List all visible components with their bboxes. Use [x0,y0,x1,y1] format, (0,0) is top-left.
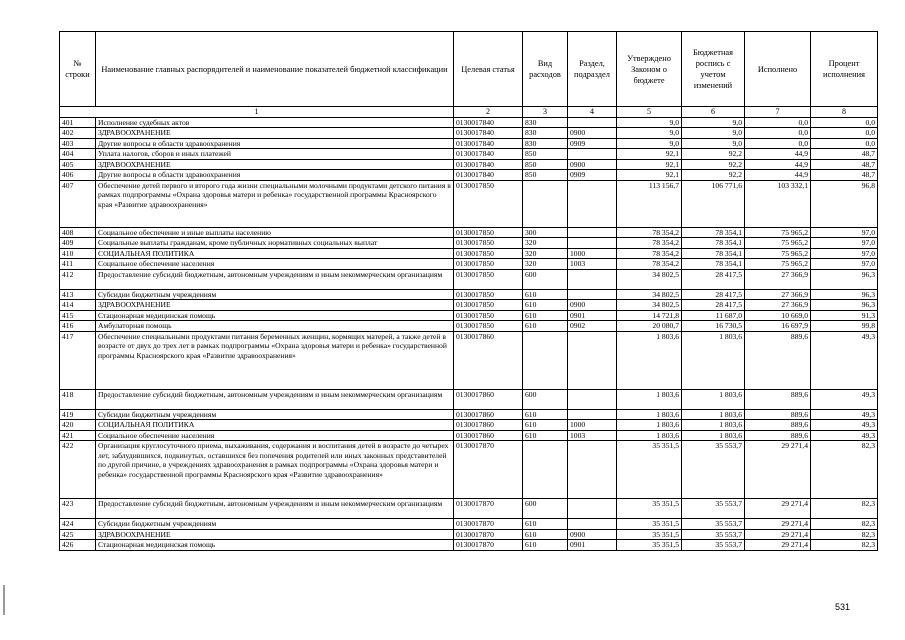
executed-amount-cell: 29 271,4 [745,499,811,519]
executed-amount-cell: 16 697,9 [745,321,811,332]
budget-plan-amount-cell: 28 417,5 [682,300,745,311]
target-article-cell: 0130017870 [454,499,523,519]
row-number-cell: 420 [60,420,96,431]
section-cell: 1003 [568,430,617,441]
row-number-cell: 407 [60,180,96,227]
row-number-cell: 406 [60,170,96,181]
target-article-cell: 0130017870 [454,519,523,530]
section-cell [568,331,617,389]
approved-amount-cell: 14 721,8 [617,310,682,321]
row-name-cell: ЗДРАВООХРАНЕНИЕ [96,128,454,139]
header-row [60,32,878,107]
col-header-target-article: Целевая статья [454,32,523,107]
budget-plan-amount-cell: 35 553,7 [682,529,745,540]
table-row [60,430,878,441]
table-row [60,138,878,149]
approved-amount-cell: 35 351,5 [617,529,682,540]
expense-type-cell: 610 [523,300,568,311]
column-number-row [60,107,878,118]
target-article-cell: 0130017870 [454,441,523,499]
budget-plan-amount-cell: 9,0 [682,138,745,149]
approved-amount-cell: 1 803,6 [617,331,682,389]
col-number-7: 7 [745,107,811,118]
target-article-cell: 0130017870 [454,529,523,540]
section-cell [568,519,617,530]
table-row [60,259,878,270]
executed-amount-cell: 44,9 [745,149,811,160]
budget-plan-amount-cell: 35 553,7 [682,519,745,530]
col-number-6: 6 [682,107,745,118]
executed-amount-cell: 75 965,2 [745,259,811,270]
section-cell [568,117,617,128]
approved-amount-cell: 35 351,5 [617,519,682,530]
row-number-cell: 403 [60,138,96,149]
expense-type-cell: 610 [523,310,568,321]
percent-cell: 97,0 [811,259,878,270]
section-cell [568,238,617,249]
target-article-cell: 0130017850 [454,321,523,332]
percent-cell: 96,3 [811,269,878,289]
section-cell: 0900 [568,159,617,170]
approved-amount-cell: 92,1 [617,159,682,170]
approved-amount-cell: 92,1 [617,170,682,181]
target-article-cell: 0130017840 [454,128,523,139]
approved-amount-cell: 78 354,2 [617,248,682,259]
row-name-cell: Обеспечение специальными продуктами питания беременных женщин, кормящих матерей, а также детей в возрасте от двух до трех лет в рамках подпрограммы «Охрана здоровья матери и ребенка» государственной программы Красноярского края «Развитие здравоохранения» [96,331,454,389]
target-article-cell: 0130017850 [454,238,523,249]
approved-amount-cell: 9,0 [617,128,682,139]
executed-amount-cell: 103 332,1 [745,180,811,227]
row-name-cell: Организация круглосуточного приема, выхаживания, содержания и воспитания детей в возрасте до четырех лет, заблудившихся, подкинутых, оставшихся без попечения родителей или иных законных представителей по другой причине, в учреждениях здравоохранения в рамках подпрограммы «Охрана здоровья матери и ребенка» государственной программы Красноярского края «Развитие здравоохранения» [96,441,454,499]
percent-cell: 82,3 [811,529,878,540]
target-article-cell: 0130017840 [454,149,523,160]
budget-plan-amount-cell: 11 687,0 [682,310,745,321]
approved-amount-cell: 78 354,2 [617,238,682,249]
percent-cell: 48,7 [811,170,878,181]
target-article-cell: 0130017850 [454,310,523,321]
percent-cell: 49,3 [811,420,878,431]
row-number-cell: 409 [60,238,96,249]
expense-type-cell: 830 [523,117,568,128]
section-cell: 0901 [568,540,617,551]
approved-amount-cell: 1 803,6 [617,409,682,420]
target-article-cell: 0130017840 [454,159,523,170]
executed-amount-cell: 0,0 [745,117,811,128]
row-number-cell: 421 [60,430,96,441]
table-body [60,117,878,550]
row-number-cell: 423 [60,499,96,519]
budget-plan-amount-cell: 92,2 [682,149,745,160]
approved-amount-cell: 1 803,6 [617,389,682,409]
col-header-percent: Процент исполнения [811,32,878,107]
col-header-expense-type: Вид расходов [523,32,568,107]
approved-amount-cell: 78 354,2 [617,227,682,238]
approved-amount-cell: 34 802,5 [617,269,682,289]
row-name-cell: Предоставление субсидий бюджетным, автономным учреждениям и иным некоммерческим организациям [96,389,454,409]
target-article-cell: 0130017860 [454,430,523,441]
executed-amount-cell: 29 271,4 [745,519,811,530]
row-name-cell: Исполнение судебных актов [96,117,454,128]
row-name-cell: Социальное обеспечение населения [96,430,454,441]
row-number-cell: 411 [60,259,96,270]
percent-cell: 49,3 [811,430,878,441]
percent-cell: 82,3 [811,519,878,530]
table-row [60,170,878,181]
row-number-cell: 426 [60,540,96,551]
percent-cell: 82,3 [811,540,878,551]
table-row [60,128,878,139]
row-number-cell: 418 [60,389,96,409]
approved-amount-cell: 35 351,5 [617,441,682,499]
expense-type-cell: 600 [523,269,568,289]
col-number-4: 4 [568,107,617,118]
section-cell: 1000 [568,248,617,259]
row-name-cell: ЗДРАВООХРАНЕНИЕ [96,529,454,540]
table-row [60,227,878,238]
row-name-cell: Уплата налогов, сборов и иных платежей [96,149,454,160]
row-name-cell: Стационарная медицинская помощь [96,540,454,551]
table-row [60,248,878,259]
budget-plan-amount-cell: 1 803,6 [682,409,745,420]
row-name-cell: ЗДРАВООХРАНЕНИЕ [96,300,454,311]
budget-plan-amount-cell: 1 803,6 [682,331,745,389]
executed-amount-cell: 29 271,4 [745,441,811,499]
expense-type-cell: 610 [523,321,568,332]
percent-cell: 97,0 [811,227,878,238]
executed-amount-cell: 889,6 [745,331,811,389]
section-cell [568,149,617,160]
expense-type-cell: 600 [523,389,568,409]
expense-type-cell: 610 [523,529,568,540]
executed-amount-cell: 75 965,2 [745,238,811,249]
table-row [60,310,878,321]
target-article-cell: 0130017840 [454,170,523,181]
expense-type-cell: 300 [523,227,568,238]
executed-amount-cell: 889,6 [745,430,811,441]
executed-amount-cell: 29 271,4 [745,529,811,540]
target-article-cell: 0130017860 [454,420,523,431]
budget-plan-amount-cell: 1 803,6 [682,389,745,409]
target-article-cell: 0130017840 [454,138,523,149]
percent-cell: 49,3 [811,389,878,409]
col-number-5: 5 [617,107,682,118]
row-number-cell: 424 [60,519,96,530]
executed-amount-cell: 27 366,9 [745,289,811,300]
section-cell: 1000 [568,420,617,431]
row-number-cell: 425 [60,529,96,540]
expense-type-cell: 600 [523,499,568,519]
section-cell: 0900 [568,529,617,540]
percent-cell: 96,3 [811,289,878,300]
row-name-cell: Другие вопросы в области здравоохранения [96,138,454,149]
budget-plan-amount-cell: 78 354,1 [682,238,745,249]
row-name-cell: Социальное обеспечение населения [96,259,454,270]
budget-plan-amount-cell: 9,0 [682,128,745,139]
budget-plan-amount-cell: 78 354,1 [682,248,745,259]
budget-plan-amount-cell: 92,2 [682,170,745,181]
row-name-cell: Стационарная медицинская помощь [96,310,454,321]
row-number-cell: 414 [60,300,96,311]
expense-type-cell: 320 [523,259,568,270]
row-name-cell: Социальные выплаты гражданам, кроме публичных нормативных социальных выплат [96,238,454,249]
row-number-cell: 415 [60,310,96,321]
expense-type-cell: 320 [523,248,568,259]
section-cell [568,409,617,420]
table-row [60,331,878,389]
section-cell [568,227,617,238]
table-row [60,238,878,249]
table-row [60,499,878,519]
target-article-cell: 0130017860 [454,409,523,420]
table-row [60,519,878,530]
col-header-section: Раздел, подраздел [568,32,617,107]
budget-plan-amount-cell: 28 417,5 [682,289,745,300]
percent-cell: 0,0 [811,117,878,128]
row-number-cell: 417 [60,331,96,389]
executed-amount-cell: 27 366,9 [745,300,811,311]
approved-amount-cell: 113 156,7 [617,180,682,227]
expense-type-cell [523,331,568,389]
executed-amount-cell: 889,6 [745,389,811,409]
percent-cell: 49,3 [811,409,878,420]
percent-cell: 0,0 [811,138,878,149]
approved-amount-cell: 1 803,6 [617,430,682,441]
row-number-cell: 401 [60,117,96,128]
table-row [60,289,878,300]
approved-amount-cell: 1 803,6 [617,420,682,431]
table-row [60,180,878,227]
col-number-3: 3 [523,107,568,118]
approved-amount-cell: 34 802,5 [617,300,682,311]
target-article-cell: 0130017850 [454,269,523,289]
budget-plan-amount-cell: 9,0 [682,117,745,128]
budget-plan-amount-cell: 92,2 [682,159,745,170]
row-name-cell: Субсидии бюджетным учреждениям [96,519,454,530]
budget-plan-amount-cell: 28 417,5 [682,269,745,289]
percent-cell: 96,8 [811,180,878,227]
budget-plan-amount-cell: 106 771,6 [682,180,745,227]
col-header-name: Наименование главных распорядителей и наименование показателей бюджетной классификации [96,32,454,107]
approved-amount-cell: 9,0 [617,117,682,128]
executed-amount-cell: 889,6 [745,420,811,431]
expense-type-cell: 320 [523,238,568,249]
section-cell [568,269,617,289]
section-cell: 0900 [568,300,617,311]
executed-amount-cell: 0,0 [745,128,811,139]
row-name-cell: Обеспечение детей первого и второго года жизни специальными молочными продуктами детского питания в рамках подпрограммы «Охрана здоровья матери и ребенка» государственной программы Красноярского края «Развитие здравоохранения» [96,180,454,227]
executed-amount-cell: 27 366,9 [745,269,811,289]
table-row [60,321,878,332]
section-cell: 1003 [568,259,617,270]
budget-plan-amount-cell: 1 803,6 [682,420,745,431]
executed-amount-cell: 75 965,2 [745,248,811,259]
expense-type-cell [523,180,568,227]
target-article-cell: 0130017840 [454,117,523,128]
row-number-cell: 422 [60,441,96,499]
executed-amount-cell: 0,0 [745,138,811,149]
expense-type-cell: 610 [523,420,568,431]
executed-amount-cell: 75 965,2 [745,227,811,238]
target-article-cell: 0130017850 [454,227,523,238]
table-row [60,149,878,160]
row-number-cell: 410 [60,248,96,259]
row-name-cell: Социальное обеспечение и иные выплаты населению [96,227,454,238]
table-row [60,269,878,289]
row-name-cell: Другие вопросы в области здравоохранения [96,170,454,181]
row-name-cell: ЗДРАВООХРАНЕНИЕ [96,159,454,170]
percent-cell: 96,3 [811,300,878,311]
table-row [60,300,878,311]
budget-plan-amount-cell: 78 354,1 [682,259,745,270]
approved-amount-cell: 34 802,5 [617,289,682,300]
table-row [60,540,878,551]
row-name-cell: Предоставление субсидий бюджетным, автономным учреждениям и иным некоммерческим организациям [96,269,454,289]
col-header-approved: Утверждено Законом о бюджете [617,32,682,107]
table-row [60,420,878,431]
row-name-cell: Субсидии бюджетным учреждениям [96,289,454,300]
executed-amount-cell: 44,9 [745,170,811,181]
target-article-cell: 0130017850 [454,248,523,259]
percent-cell: 91,3 [811,310,878,321]
budget-plan-amount-cell: 35 553,7 [682,499,745,519]
executed-amount-cell: 889,6 [745,409,811,420]
expense-type-cell: 850 [523,170,568,181]
expense-type-cell: 610 [523,430,568,441]
section-cell: 0901 [568,310,617,321]
percent-cell: 97,0 [811,248,878,259]
percent-cell: 82,3 [811,441,878,499]
col-number-2: 2 [454,107,523,118]
table-row [60,159,878,170]
percent-cell: 99,8 [811,321,878,332]
row-number-cell: 404 [60,149,96,160]
expense-type-cell: 850 [523,149,568,160]
target-article-cell: 0130017850 [454,259,523,270]
expense-type-cell: 850 [523,159,568,170]
row-name-cell: СОЦИАЛЬНАЯ ПОЛИТИКА [96,420,454,431]
row-name-cell: СОЦИАЛЬНАЯ ПОЛИТИКА [96,248,454,259]
percent-cell: 48,7 [811,159,878,170]
section-cell: 0909 [568,138,617,149]
approved-amount-cell: 92,1 [617,149,682,160]
table-row [60,389,878,409]
row-number-cell: 405 [60,159,96,170]
row-number-cell: 402 [60,128,96,139]
row-number-cell: 419 [60,409,96,420]
row-name-cell: Предоставление субсидий бюджетным, автономным учреждениям и иным некоммерческим организациям [96,499,454,519]
expense-type-cell [523,441,568,499]
section-cell: 0909 [568,170,617,181]
expense-type-cell: 610 [523,540,568,551]
approved-amount-cell: 35 351,5 [617,499,682,519]
approved-amount-cell: 78 354,2 [617,259,682,270]
percent-cell: 48,7 [811,149,878,160]
section-cell [568,499,617,519]
expense-type-cell: 610 [523,519,568,530]
row-number-cell: 408 [60,227,96,238]
table-row [60,409,878,420]
percent-cell: 82,3 [811,499,878,519]
table-row [60,441,878,499]
executed-amount-cell: 10 669,0 [745,310,811,321]
expense-type-cell: 830 [523,138,568,149]
budget-plan-amount-cell: 35 553,7 [682,441,745,499]
executed-amount-cell: 44,9 [745,159,811,170]
percent-cell: 0,0 [811,128,878,139]
col-header-budget-plan: Бюджетная роспись с учетом изменений [682,32,745,107]
target-article-cell: 0130017860 [454,389,523,409]
target-article-cell: 0130017850 [454,289,523,300]
page-number: 531 [835,602,851,612]
col-number-8: 8 [811,107,878,118]
section-cell [568,289,617,300]
table-row [60,117,878,128]
section-cell [568,441,617,499]
target-article-cell: 0130017850 [454,180,523,227]
budget-plan-amount-cell: 78 354,1 [682,227,745,238]
row-number-cell: 413 [60,289,96,300]
target-article-cell: 0130017860 [454,331,523,389]
budget-plan-amount-cell: 1 803,6 [682,430,745,441]
approved-amount-cell: 20 080,7 [617,321,682,332]
section-cell: 0900 [568,128,617,139]
budget-plan-amount-cell: 16 730,5 [682,321,745,332]
section-cell [568,389,617,409]
row-name-cell: Амбулаторная помощь [96,321,454,332]
row-number-cell: 416 [60,321,96,332]
approved-amount-cell: 9,0 [617,138,682,149]
expense-type-cell: 610 [523,409,568,420]
table-row [60,529,878,540]
budget-plan-amount-cell: 35 553,7 [682,540,745,551]
row-name-cell: Субсидии бюджетным учреждениям [96,409,454,420]
row-number-cell: 412 [60,269,96,289]
budget-table [59,31,878,551]
col-number-1: 1 [60,107,454,118]
target-article-cell: 0130017850 [454,300,523,311]
percent-cell: 97,0 [811,238,878,249]
percent-cell: 49,3 [811,331,878,389]
col-header-executed: Исполнено [745,32,811,107]
approved-amount-cell: 35 351,5 [617,540,682,551]
scan-edge-mark [3,585,5,615]
col-header-row-number: № строки [60,32,96,107]
executed-amount-cell: 29 271,4 [745,540,811,551]
target-article-cell: 0130017870 [454,540,523,551]
section-cell [568,180,617,227]
expense-type-cell: 830 [523,128,568,139]
section-cell: 0902 [568,321,617,332]
expense-type-cell: 610 [523,289,568,300]
